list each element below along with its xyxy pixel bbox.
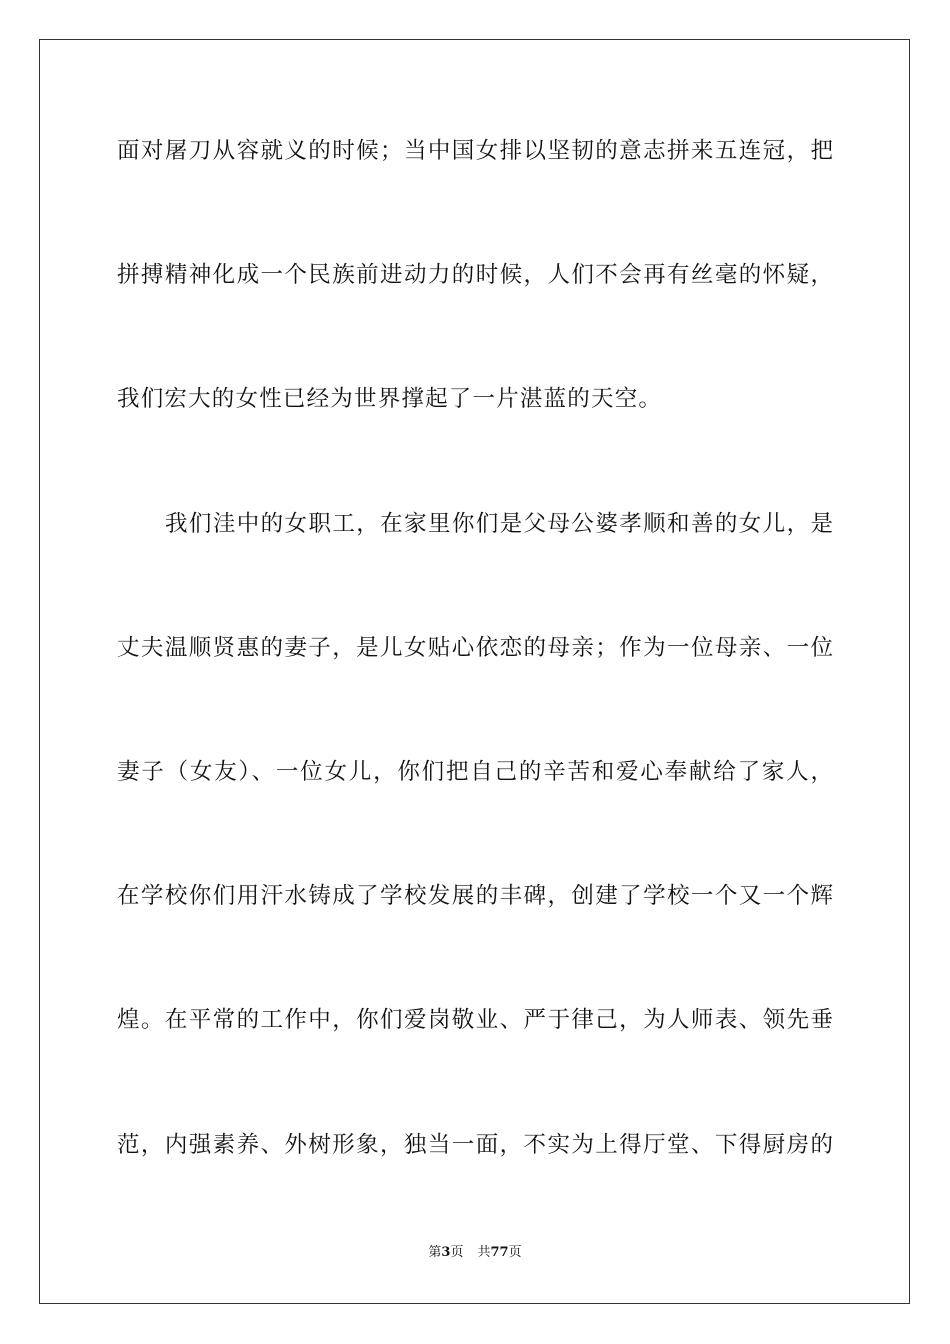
body-line-7: 在学校你们用汗水铸成了学校发展的丰碑，创建了学校一个又一个辉 bbox=[117, 883, 833, 909]
body-line-1: 面对屠刀从容就义的时候；当中国女排以坚韧的意志拼来五连冠，把 bbox=[117, 138, 833, 164]
page-footer bbox=[0, 1244, 950, 1262]
page-number-prefix: 第 bbox=[428, 1245, 442, 1260]
body-line-4: 我们洼中的女职工，在家里你们是父母公婆孝顺和善的女儿，是 bbox=[165, 511, 833, 537]
total-pages-suffix: 页 bbox=[508, 1245, 522, 1260]
body-line-6: 妻子（女友）、一位女儿，你们把自己的辛苦和爱心奉献给了家人， bbox=[117, 759, 833, 785]
total-pages: 77 bbox=[490, 1245, 509, 1260]
body-line-5: 丈夫温顺贤惠的妻子，是儿女贴心依恋的母亲；作为一位母亲、一位 bbox=[117, 635, 833, 661]
body-line-3: 我们宏大的女性已经为世界撑起了一片湛蓝的天空。 bbox=[117, 386, 663, 412]
page-border bbox=[39, 39, 910, 1304]
page-number-suffix: 页 bbox=[450, 1245, 464, 1260]
total-pages-prefix: 共 bbox=[477, 1245, 491, 1260]
page-number: 3 bbox=[441, 1245, 451, 1260]
body-line-2: 拼搏精神化成一个民族前进动力的时候，人们不会再有丝毫的怀疑， bbox=[117, 262, 833, 288]
body-line-8: 煌。在平常的工作中，你们爱岗敬业、严于律己，为人师表、领先垂 bbox=[117, 1007, 833, 1033]
body-line-9: 范，内强素养、外树形象，独当一面，不实为上得厅堂、下得厨房的 bbox=[117, 1132, 833, 1158]
